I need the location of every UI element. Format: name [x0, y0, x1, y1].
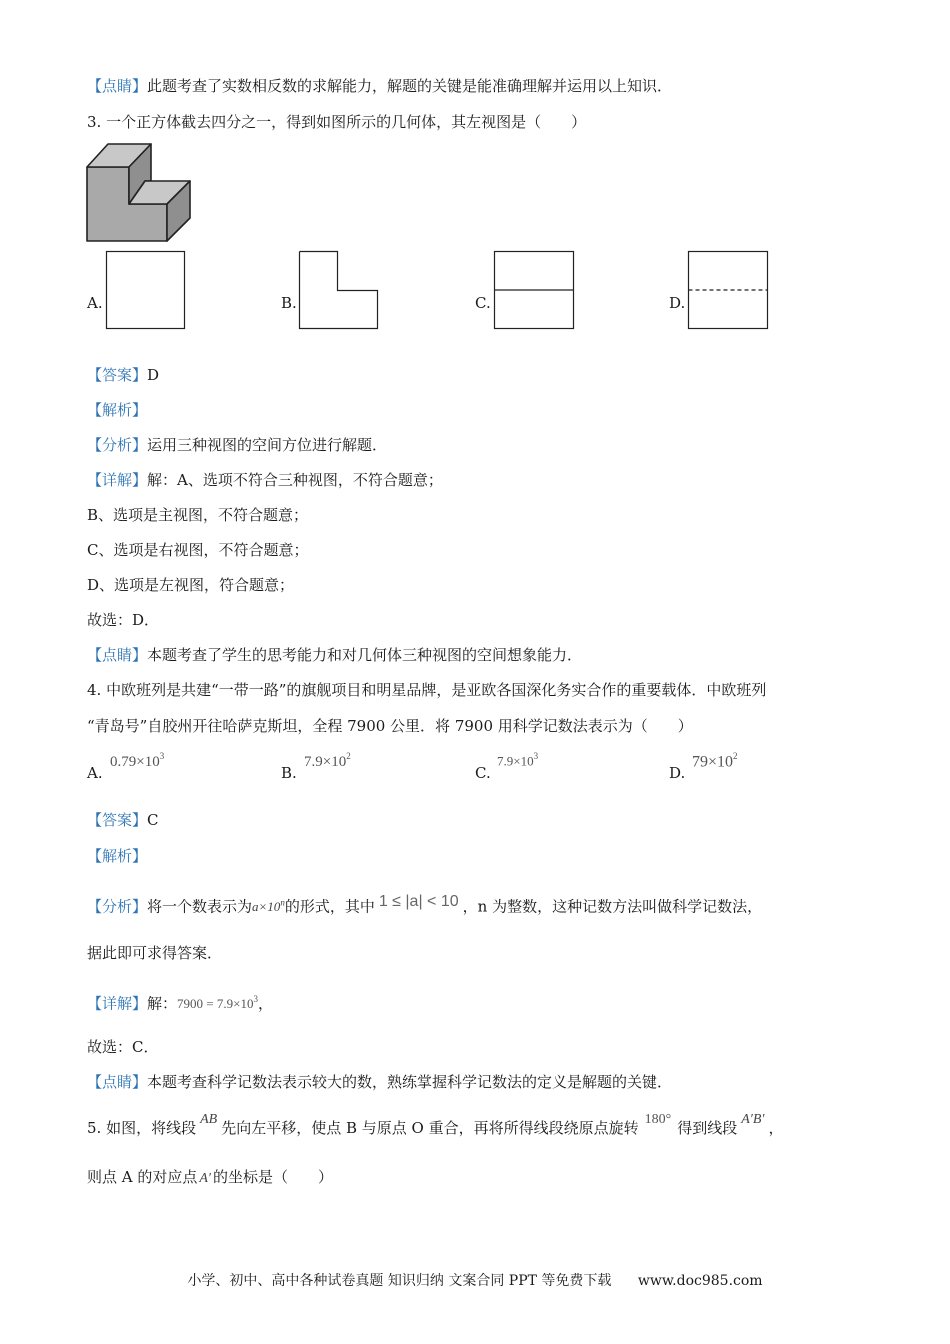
fenxi-tag: 【分析】	[87, 897, 148, 916]
prev-dianjing	[87, 76, 672, 96]
q4-option-d-math[interactable]	[692, 752, 738, 771]
q4-stem-line2: “青岛号”自胶州开往哈萨克斯坦，全程 7900 公里．将 7900 用科学记数法表示为（ ）	[87, 717, 693, 735]
q3-guxuan: 故选：D．	[87, 611, 160, 629]
answer-value: D	[147, 366, 160, 384]
dianjing-tag: 【点睛】	[87, 646, 148, 664]
xiangjie-end: ，	[257, 994, 273, 1013]
fenxi-text-b: 的形式，其中	[284, 897, 375, 916]
dianjing-text: 本题考查科学记数法表示较大的数，熟练掌握科学记数法的定义是解题的关键．	[147, 1073, 673, 1091]
q3-answer	[87, 365, 159, 385]
fenxi-text-a: 将一个数表示为	[147, 897, 253, 916]
q5-seg-ab: AB	[200, 1112, 218, 1127]
footer-text: 小学、初中、高中各种试卷真题 知识归纳 文案合同 PPT 等免费下载	[187, 1273, 612, 1289]
fenxi-math-sci-exp: n	[280, 898, 285, 908]
base: 7.9×10	[304, 754, 347, 770]
xiangjie-math-exp: 3	[253, 994, 258, 1004]
footer-url[interactable]: www.doc985.com	[637, 1273, 763, 1289]
dianjing-text: 本题考查了学生的思考能力和对几何体三种视图的空间想象能力．	[147, 646, 583, 664]
xiangjie-text: 解：	[147, 994, 178, 1013]
q4-stem-line1: 4. 中欧班列是共建“一带一路”的旗舰项目和明星品牌，是亚欧各国深化务实合作的重要载体．中欧班列	[87, 681, 767, 699]
q3-option-a-label[interactable]: A.	[87, 294, 103, 312]
q4-option-a-label[interactable]: A.	[87, 764, 103, 782]
answer-tag: 【答案】	[87, 366, 148, 384]
q5-stem-line2	[87, 1167, 333, 1189]
q5-stem-d: ，	[768, 1119, 784, 1137]
fenxi-math-sci	[252, 899, 285, 914]
xiangjie-math-base: 7900 = 7.9×10	[177, 996, 254, 1012]
q3-option-c-figure[interactable]	[494, 251, 575, 331]
page-footer	[0, 1270, 950, 1290]
xiangjie-text: 解：A、选项不符合三种视图，不符合题意；	[147, 471, 443, 489]
exp: 3	[533, 751, 539, 761]
q5-seg-ab-prime: A′B′	[741, 1112, 765, 1127]
q5-point-a-prime: A′	[199, 1171, 211, 1186]
q3-stem: 3. 一个正方体截去四分之一，得到如图所示的几何体，其左视图是（ ）	[87, 113, 587, 131]
q5-angle: 180°	[644, 1112, 672, 1127]
q3-line-d: D、选项是左视图，符合题意；	[87, 576, 295, 594]
q3-option-c-label[interactable]: C.	[475, 294, 491, 312]
dianjing-text: 此题考查了实数相反数的求解能力，解题的关键是能准确理解并运用以上知识．	[147, 77, 673, 95]
xiangjie-tag: 【详解】	[87, 471, 148, 489]
q5-stem-b: 先向左平移，使点 B 与原点 O 重合，再将所得线段绕原点旋转	[221, 1119, 639, 1137]
q3-dianjing	[87, 645, 582, 665]
q3-jiexi-tag: 【解析】	[87, 401, 148, 419]
base: 0.79×10	[110, 754, 160, 770]
q4-xiangjie	[87, 990, 273, 1014]
q4-option-c-label[interactable]: C.	[475, 764, 491, 782]
answer-tag: 【答案】	[87, 811, 148, 829]
fenxi-tag: 【分析】	[87, 436, 148, 454]
q3-option-a-figure[interactable]	[106, 251, 186, 331]
q4-option-a-math[interactable]	[110, 752, 164, 771]
q3-option-d-label[interactable]: D.	[669, 294, 686, 312]
exp: 2	[346, 751, 351, 761]
q4-option-b-math[interactable]	[304, 752, 351, 771]
q3-line-b: B、选项是主视图，不符合题意；	[87, 506, 309, 524]
q4-answer	[87, 810, 159, 830]
q4-guxuan: 故选：C．	[87, 1038, 159, 1056]
q5-stem-c: 得到线段	[677, 1119, 738, 1137]
q3-option-b-label[interactable]: B.	[281, 294, 297, 312]
q3-line-c: C、选项是右视图，不符合题意；	[87, 541, 309, 559]
q3-solid-figure	[86, 142, 192, 244]
q5-stem-a: 5. 如图，将线段	[87, 1119, 197, 1137]
q4-fenxi-line2: 据此即可求得答案．	[87, 944, 223, 962]
q3-fenxi	[87, 435, 387, 455]
exp: 2	[733, 751, 738, 761]
q3-xiangjie	[87, 470, 443, 490]
q4-option-b-label[interactable]: B.	[281, 764, 297, 782]
q3-option-d-figure[interactable]	[688, 251, 769, 331]
fenxi-text: 运用三种视图的空间方位进行解题．	[147, 436, 388, 454]
fenxi-math-range: 1 ≤ |a| < 10	[378, 893, 459, 911]
q4-fenxi	[87, 893, 762, 917]
fenxi-text-c: ，n 为整数，这种记数方法叫做科学记数法，	[462, 897, 763, 916]
dianjing-tag: 【点睛】	[87, 77, 148, 95]
base: 7.9×10	[497, 753, 534, 769]
q5-line2-b: 的坐标是（ ）	[213, 1168, 334, 1186]
dianjing-tag: 【点睛】	[87, 1073, 148, 1091]
q5-stem-line1	[87, 1112, 784, 1140]
q4-jiexi-tag: 【解析】	[87, 847, 148, 865]
answer-value: C	[147, 811, 159, 829]
q4-dianjing	[87, 1072, 672, 1092]
q5-line2-a: 则点 A 的对应点	[87, 1168, 198, 1186]
exp: 3	[159, 751, 165, 761]
q4-option-c-math[interactable]	[497, 752, 538, 769]
base: 79×10	[692, 753, 734, 771]
xiangjie-math	[177, 996, 258, 1011]
xiangjie-tag: 【详解】	[87, 994, 148, 1013]
q4-option-d-label[interactable]: D.	[669, 764, 686, 782]
fenxi-math-sci-base: a×10	[252, 899, 281, 915]
q3-option-b-figure[interactable]	[299, 251, 379, 331]
